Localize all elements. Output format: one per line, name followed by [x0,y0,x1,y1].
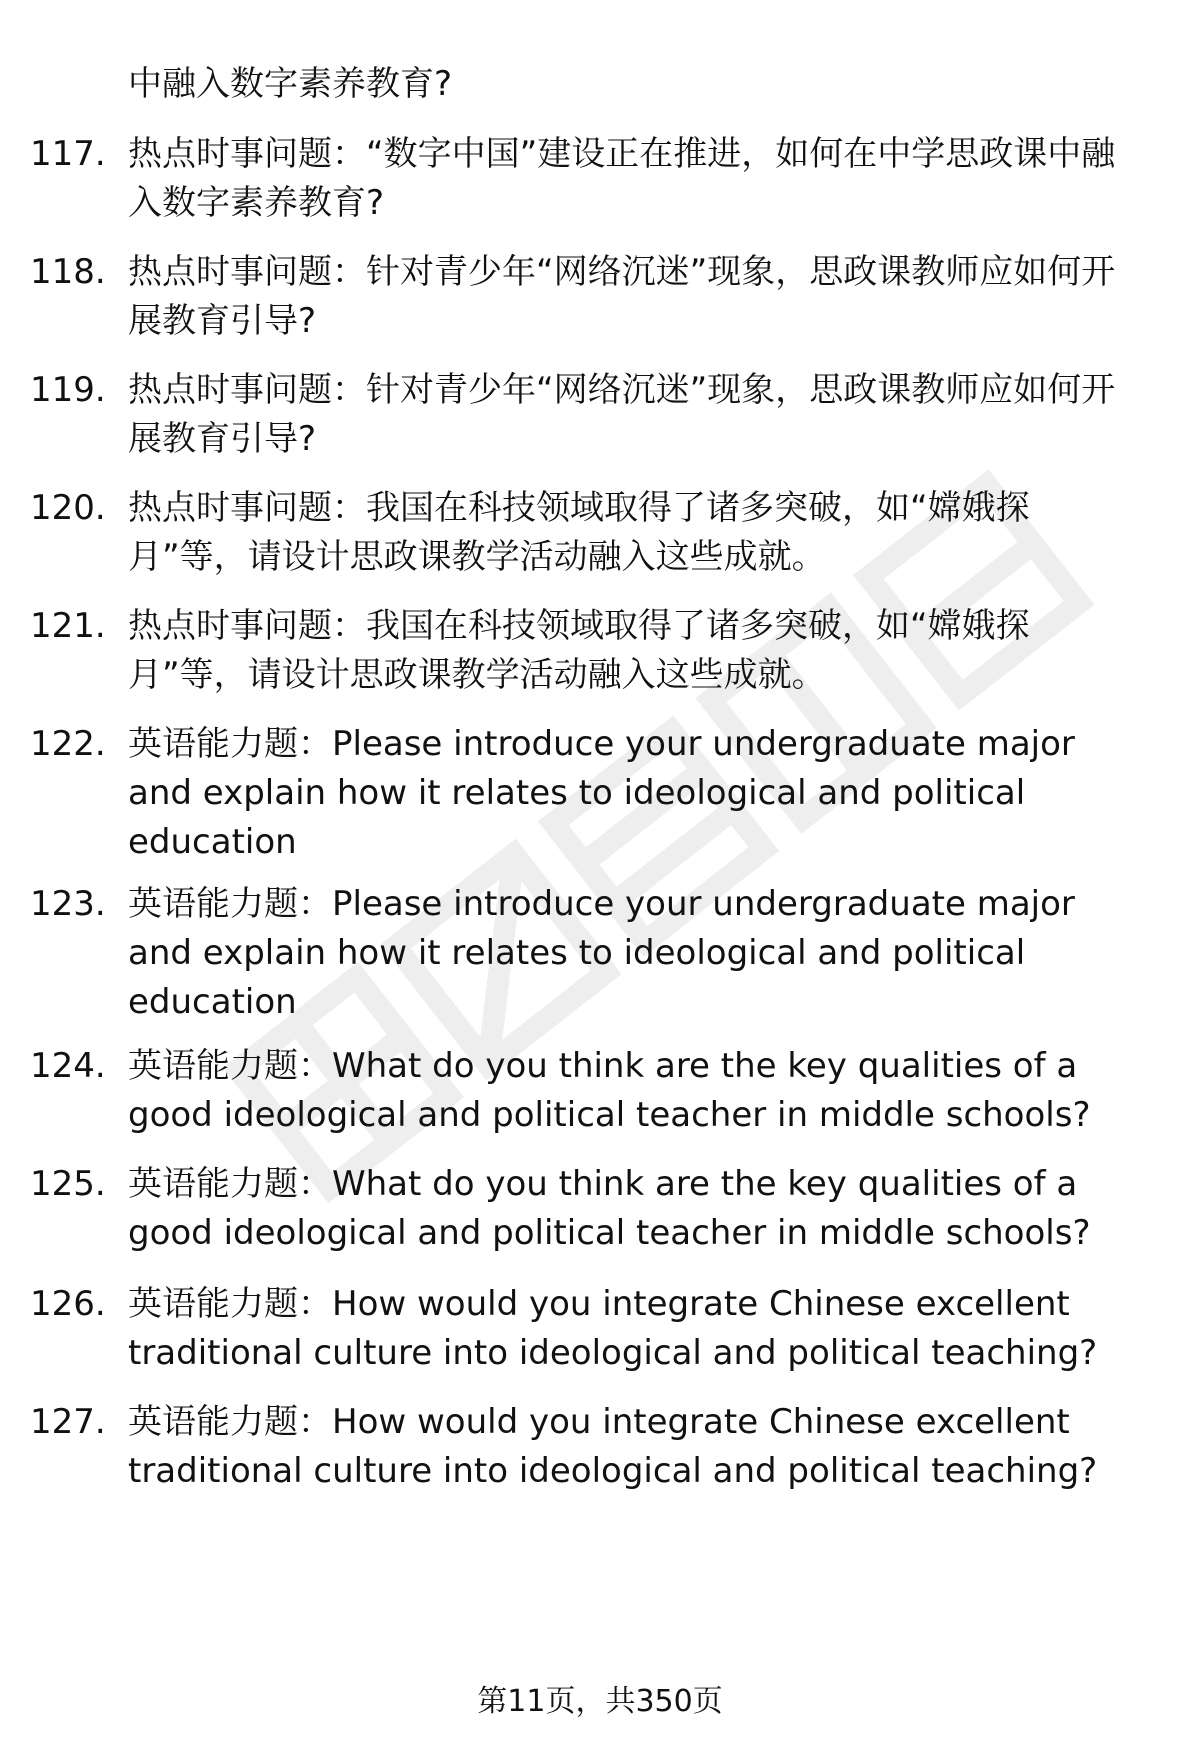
item-text: 英语能力题：Please introduce your undergraduate major and explain how it relates to ideological and political education [128,724,1075,862]
item-number: 125. [30,1164,106,1204]
item-number: 122. [30,724,106,764]
item-text: 英语能力题：How would you integrate Chinese excellent traditional culture into ideological and political teaching? [128,1402,1098,1491]
item-number: 121. [30,606,106,646]
item-text: 热点时事问题：我国在科技领域取得了诸多突破，如“嫦娥探月”等，请设计思政课教学活动融入这些成就。 [128,488,1030,577]
item-text: 英语能力题：How would you integrate Chinese excellent traditional culture into ideological and political teaching? [128,1284,1098,1373]
item-text: 热点时事问题：针对青少年“网络沉迷”现象，思政课教师应如何开展教育引导? [128,252,1116,341]
item-text: 热点时事问题：针对青少年“网络沉迷”现象，思政课教师应如何开展教育引导? [128,370,1116,459]
item-text: 热点时事问题：“数字中国”建设正在推进，如何在中学思政课中融入数字素养教育? [128,134,1116,223]
item-text: 英语能力题：What do you think are the key qualities of a good ideological and political teacher in middle schools? [128,1046,1091,1135]
item-number: 120. [30,488,106,528]
continued-question-text: 中融入数字素养教育? [128,64,453,104]
item-text: 英语能力题：What do you think are the key qualities of a good ideological and political teacher in middle schools? [128,1164,1091,1253]
item-number: 119. [30,370,106,410]
item-text: 热点时事问题：我国在科技领域取得了诸多突破，如“嫦娥探月”等，请设计思政课教学活动融入这些成就。 [128,606,1030,695]
item-number: 123. [30,884,106,924]
item-number: 118. [30,252,106,292]
item-number: 126. [30,1284,106,1324]
page-number-footer: 第11页，共350页 [477,1684,723,1719]
item-number: 117. [30,134,106,174]
item-number: 124. [30,1046,106,1086]
item-text: 英语能力题：Please introduce your undergraduate major and explain how it relates to ideological and political education [128,884,1075,1022]
item-number: 127. [30,1402,106,1442]
